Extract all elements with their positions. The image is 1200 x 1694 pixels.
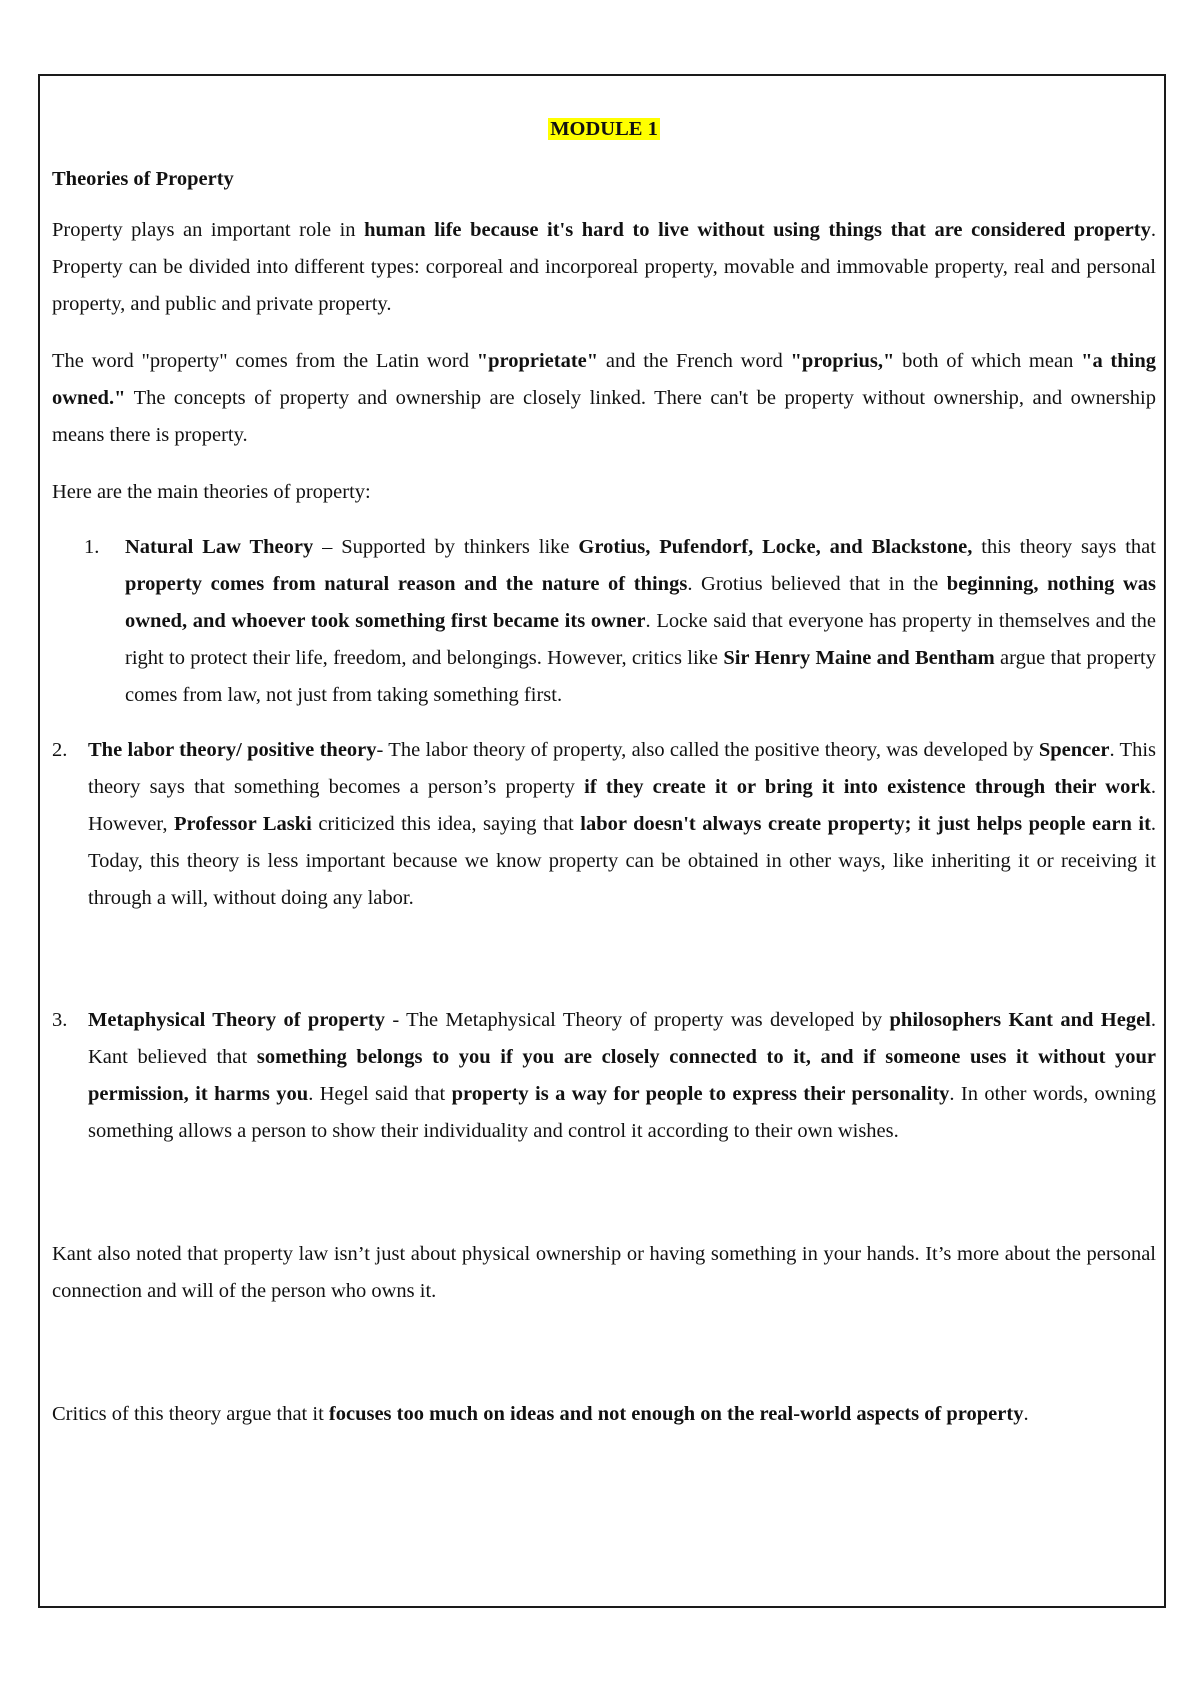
list-number: 1. <box>84 536 100 558</box>
list-item-natural-law-theory: 1. Natural Law Theory – Supported by thinkers like Grotius, Pufendorf, Locke, and Blackstone, this theory says that property comes from natural reason and the nature of things. Grotius believed that in the beginning, nothing was owned, and whoever took something first became its owner. Locke said that everyone has property in themselves and the right to protect their life, freedom, and belongings. However, critics like Sir Henry Maine and Bentham argue that property comes from law, not just from taking something first. <box>52 529 1156 714</box>
module-title <box>52 112 1156 146</box>
list-number: 2. <box>52 739 68 761</box>
kant-note-paragraph: Kant also noted that property law isn’t just about physical ownership or having something in your hands. It’s more about the personal connection and will of the person who owns it. <box>52 1243 1156 1302</box>
section-heading: Theories of Property <box>52 168 234 190</box>
module-title-highlight: MODULE 1 <box>550 118 658 140</box>
list-item-title: Natural Law Theory <box>125 536 314 558</box>
critics-paragraph: Critics of this theory argue that it focuses too much on ideas and not enough on the real-world aspects of property. <box>52 1403 1029 1425</box>
theories-lead: Here are the main theories of property: <box>52 481 371 503</box>
list-item-metaphysical-theory: 3. Metaphysical Theory of property - The Metaphysical Theory of property was developed by philosophers Kant and Hegel. Kant believed that something belongs to you if you are closely connected to it, and if someone uses it without your permission, it harms you. Hegel said that property is a way for people to express their personality. In other words, owning something allows a person to show their individuality and control it according to their own wishes. <box>52 1002 1156 1150</box>
etymology-paragraph: The word "property" comes from the Latin word "proprietate" and the French word "proprius," both of which mean "a thing owned." The concepts of property and ownership are closely linked. There can't be property without ownership, and ownership means there is property. <box>52 350 1157 446</box>
list-item-labor-theory: 2. The labor theory/ positive theory- The labor theory of property, also called the positive theory, was developed by Spencer. This theory says that something becomes a person’s property if they create it or bring it into existence through their work. However, Professor Laski criticized this idea, saying that labor doesn't always create property; it just helps people earn it. Today, this theory is less important because we know property can be obtained in other ways, like inheriting it or receiving it through a will, without doing any labor. <box>52 732 1156 917</box>
document-body <box>52 112 1156 1433</box>
list-item-title: The labor theory/ positive theory <box>88 739 377 761</box>
list-number: 3. <box>52 1009 68 1031</box>
intro-paragraph: Property plays an important role in human life because it's hard to live without using things that are considered property. Property can be divided into different types: corporeal and incorporeal property, movable and immovable property, real and personal property, and public and private property. <box>52 219 1156 315</box>
list-item-title: Metaphysical Theory of property <box>88 1009 385 1031</box>
